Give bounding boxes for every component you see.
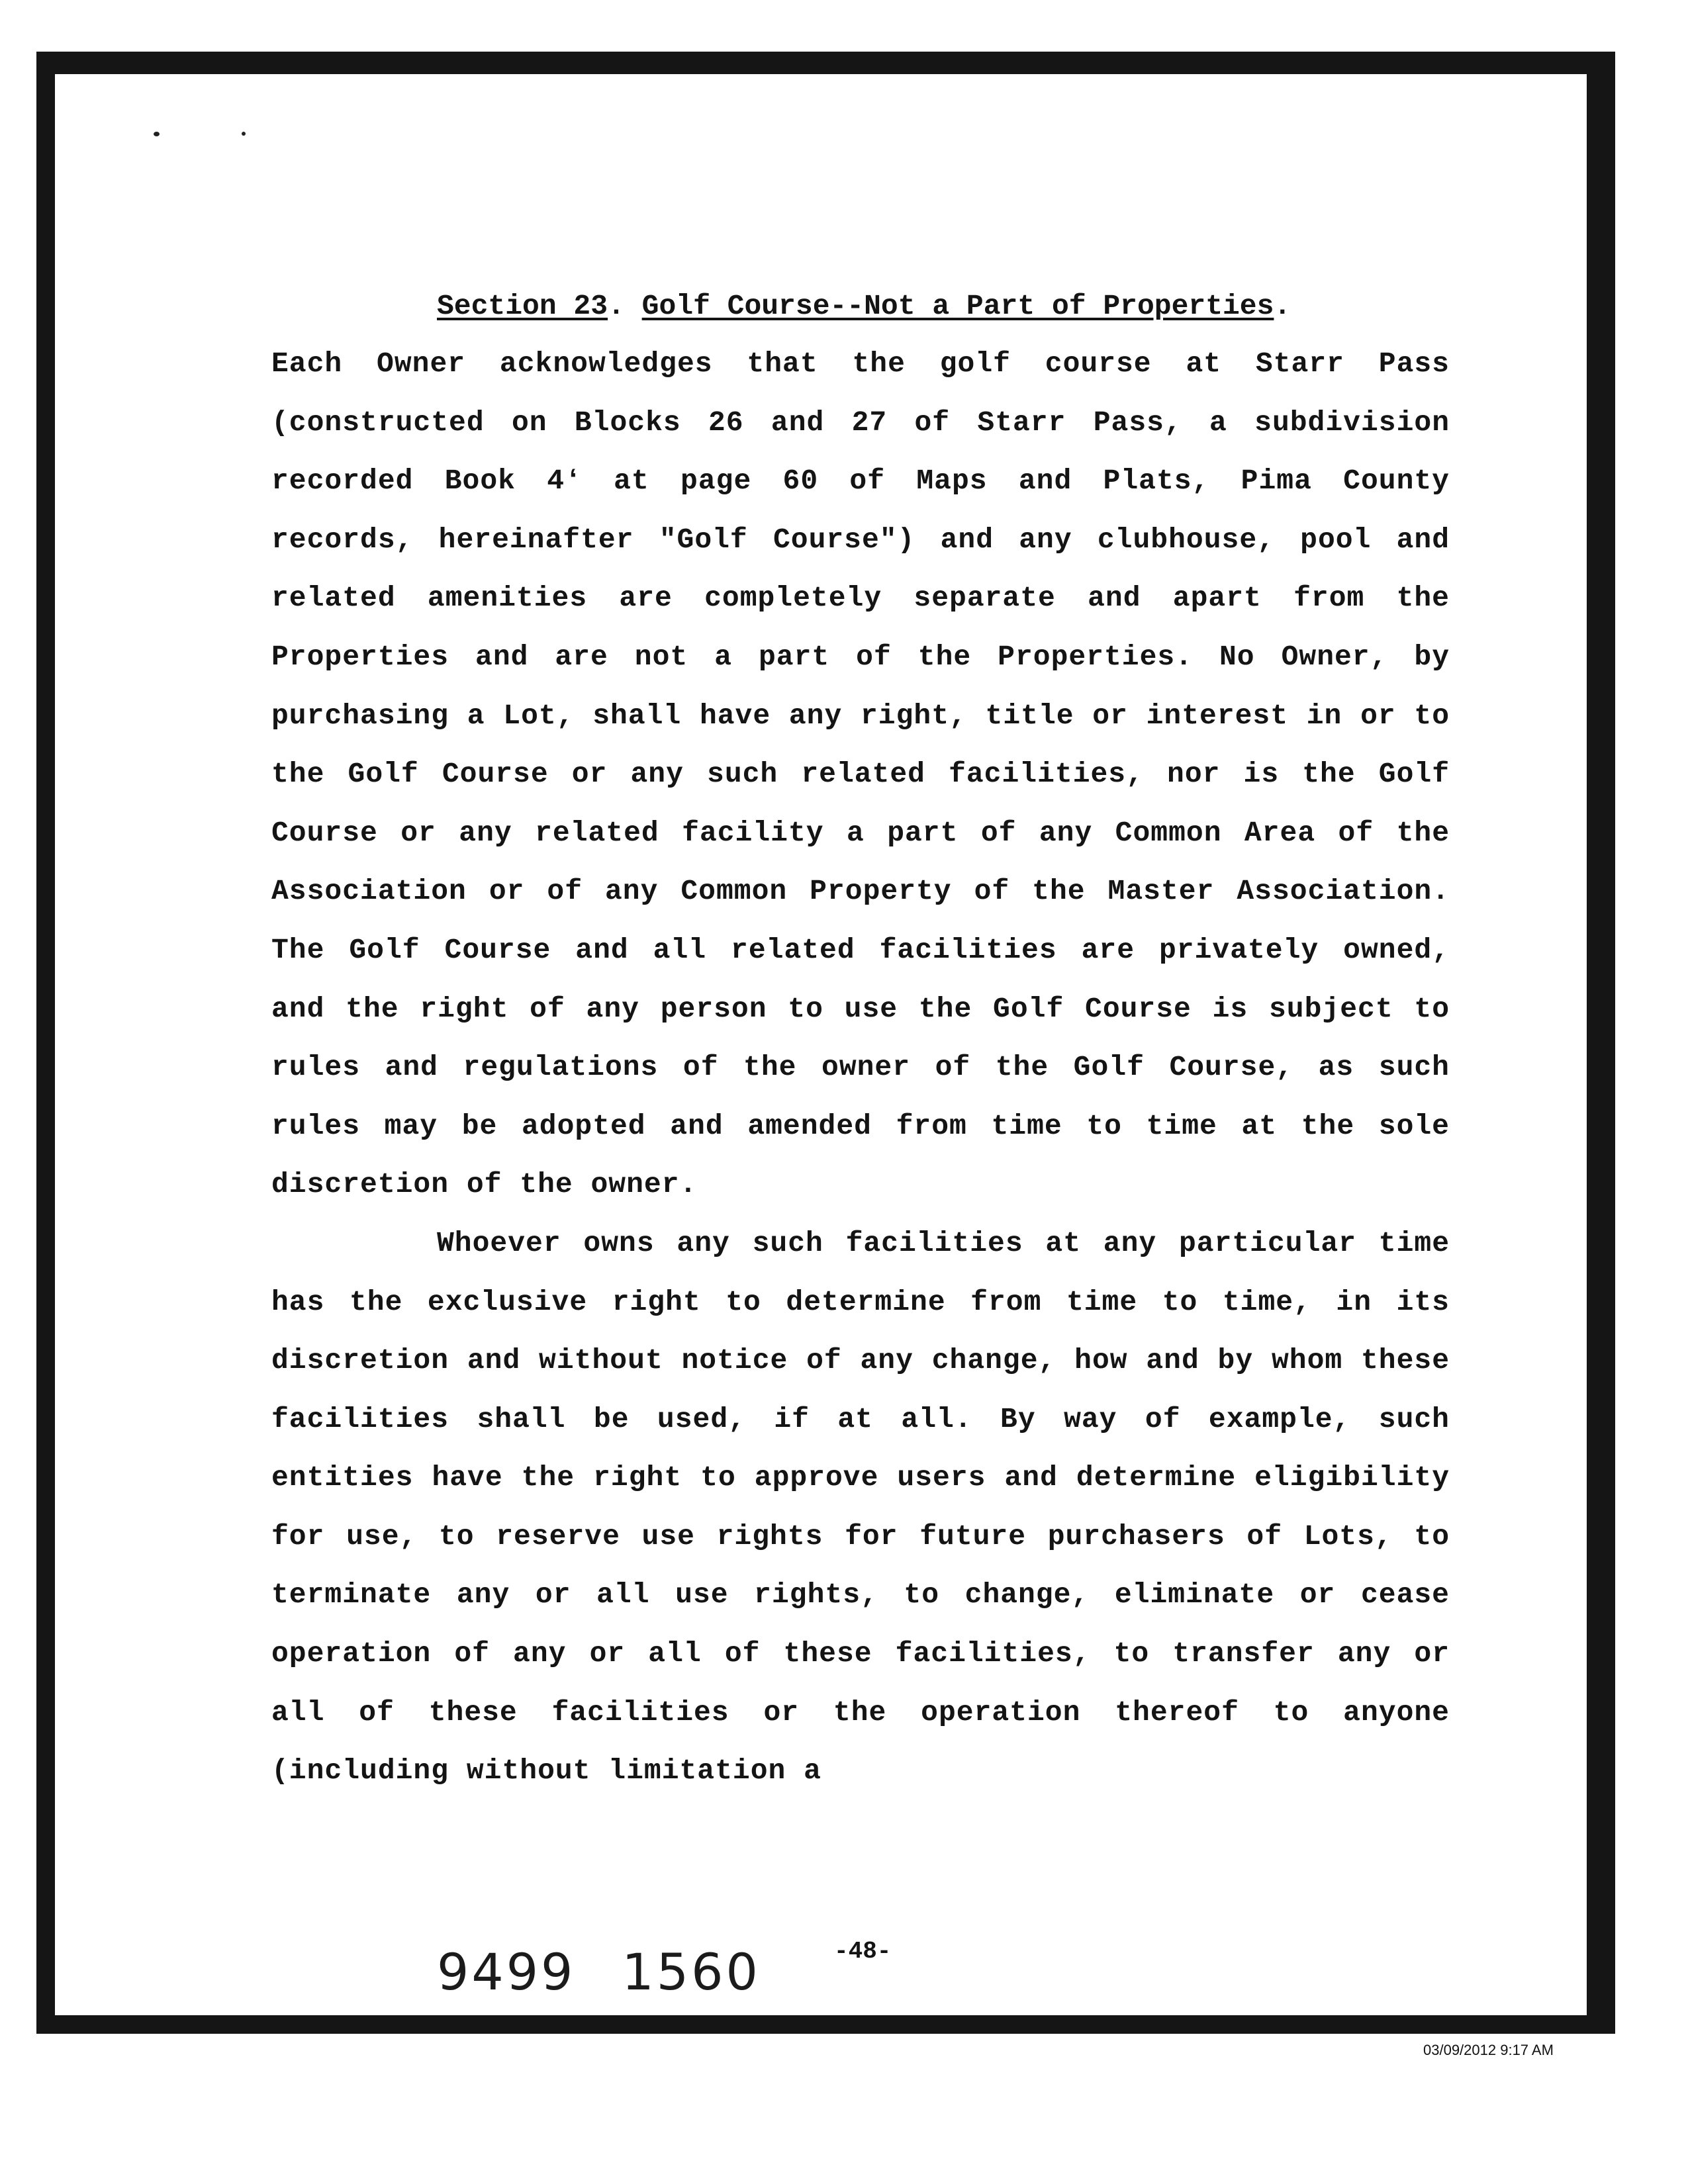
scan-border-right — [1587, 52, 1615, 2030]
section-heading — [271, 278, 1450, 335]
scan-border-bottom — [36, 2015, 1615, 2034]
section-label-punctuation: . — [608, 290, 642, 322]
section-title-punctuation: . — [1274, 290, 1291, 322]
scan-border-left — [36, 52, 55, 2034]
scan-border-top — [36, 52, 1615, 74]
page-number: -48- — [834, 1938, 892, 1965]
section-title: Golf Course--Not a Part of Properties — [641, 290, 1274, 322]
section-label: Section 23 — [437, 290, 608, 322]
scan-speck — [242, 132, 246, 136]
scan-timestamp: 03/09/2012 9:17 AM — [1423, 2042, 1554, 2058]
document-body — [271, 278, 1450, 1801]
paragraph-1: Each Owner acknowledges that the golf course at Starr Pass (constructed on Blocks 26 and 27 of Starr Pass, a subdivision recorded Book 4ʻ at page 60 of Maps and Plats, Pima County records, hereinafter "Golf Course") and any clubhouse, pool and related amenities are completely separate and apart from the Properties and are not a part of the Properties. No Owner, by purchasing a Lot, shall have any right, title or interest in or to the Golf Course or any such related facilities, nor is the Golf Course or any related facility a part of any Common Area of the Association or of any Common Property of the Master Association. The Golf Course and all related facilities are privately owned, and the right of any person to use the Golf Course is subject to rules and regulations of the owner of the Golf Course, as such rules may be adopted and amended from time to time at the sole discretion of the owner. — [271, 347, 1450, 1201]
paragraph-2: Whoever owns any such facilities at any particular time has the exclusive right to determine from time to time, in its discretion and without notice of any change, how and by whom these facilities shall be used, if at all. By way of example, such entities have the right to approve users and determine eligibility for use, to reserve use rights for future purchasers of Lots, to terminate any or all use rights, to change, eliminate or cease operation of any or all of these facilities, to transfer any or all of these facilities or the operation thereof to anyone (including without limitation a — [271, 1226, 1450, 1788]
page-stamp-number: 1560 — [622, 1942, 761, 2001]
docket-number: 9499 — [437, 1942, 576, 2001]
docket-stamp — [437, 1942, 761, 2001]
scan-speck — [154, 132, 160, 136]
